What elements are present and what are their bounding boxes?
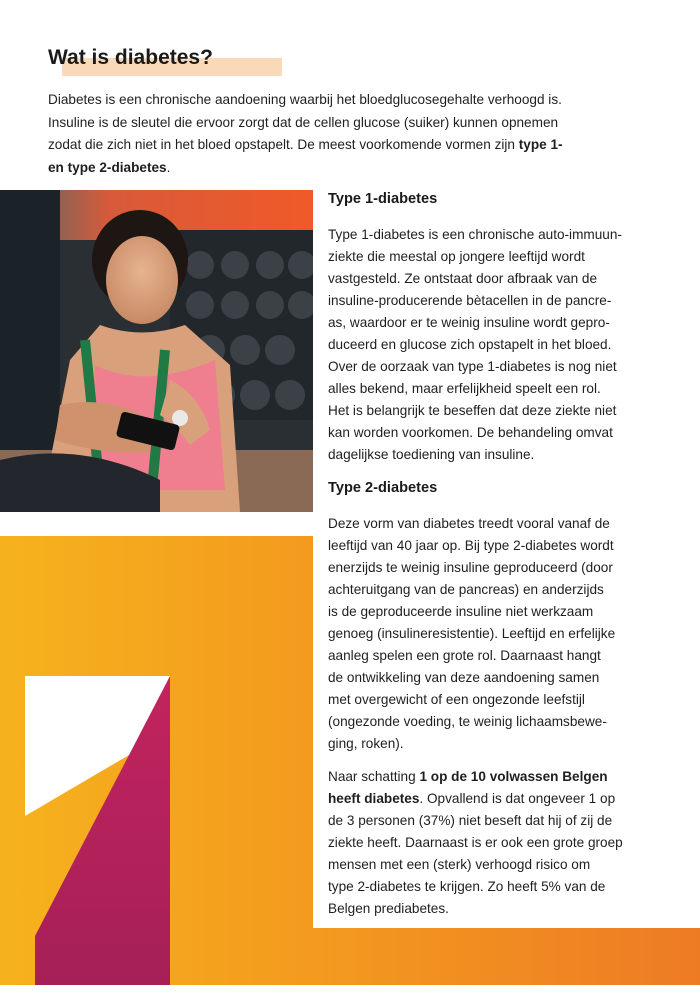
type1-section	[328, 188, 658, 210]
intro-line-end: .	[166, 159, 171, 175]
type2-line: met overgewicht of een ongezonde leefstijl	[328, 692, 585, 707]
type2-line: (ongezonde voeding, te weinig lichaamsbewe-	[328, 714, 607, 729]
intro-bold-term: type 1-	[518, 137, 563, 152]
intro-line: Insuline is de sleutel die ervoor zorgt dat de cellen glucose (suiker) kunnen opnemen	[48, 114, 559, 130]
type2-line: enerzijds te weinig insuline geproduceerd (door	[328, 560, 613, 575]
type1-line: vastgesteld. Ze ontstaat door afbraak van de	[328, 271, 598, 286]
type2-paragraph	[328, 513, 658, 755]
stat-text: . Opvallend is dat ongeveer 1 op	[419, 791, 616, 806]
stat-line: mensen met een (sterk) verhoogd risico om	[328, 857, 591, 872]
type2-line: de ontwikkeling van deze aandoening samen	[328, 670, 600, 685]
type2-line: is de geproduceerde insuline niet werkzaam	[328, 604, 594, 619]
type2-line: ging, roken).	[328, 736, 404, 751]
type1-paragraph	[328, 224, 658, 466]
type1-line: ziekte die meestal op jongere leeftijd wordt	[328, 249, 585, 264]
photo-woman-glucose-sensor	[0, 190, 313, 512]
type1-heading: Type 1-diabetes	[328, 191, 438, 207]
stat-line: type 2-diabetes te krijgen. Zo heeft 5% van de	[328, 879, 606, 894]
type1-line: dagelijkse toediening van insuline.	[328, 447, 535, 462]
statistic-paragraph	[328, 766, 658, 920]
type2-line: leeftijd van 40 jaar op. Bij type 2-diabetes wordt	[328, 538, 614, 553]
intro-bold-term: en type 2-diabetes	[48, 159, 167, 175]
stat-highlight: heeft diabetes	[328, 791, 420, 806]
type2-line: Deze vorm van diabetes treedt vooral vanaf de	[328, 516, 610, 531]
type2-line: achteruitgang van de pancreas) en anderzijds	[328, 582, 604, 597]
intro-paragraph	[48, 89, 628, 179]
type1-line: Over de oorzaak van type 1-diabetes is nog niet	[328, 359, 617, 374]
type2-heading: Type 2-diabetes	[328, 480, 438, 496]
bottom-white-band	[0, 985, 700, 993]
type1-line: Type 1-diabetes is een chronische auto-immuun-	[328, 227, 622, 242]
type2-section	[328, 477, 658, 499]
type2-line: genoeg (insulineresistentie). Leeftijd en erfelijke	[328, 626, 616, 641]
type2-line: aanleg spelen een grote rol. Daarnaast hangt	[328, 648, 601, 663]
stat-text: Naar schatting	[328, 769, 420, 784]
intro-line: zodat die zich niet in het bloed opstapelt. De meest voorkomende vormen zijn	[48, 137, 515, 152]
type1-line: Het is belangrijk te beseffen dat deze ziekte niet	[328, 403, 617, 418]
stat-line: Belgen prediabetes.	[328, 901, 449, 916]
type1-line: insuline-producerende bètacellen in de pancre-	[328, 293, 612, 308]
type1-line: kan worden voorkomen. De behandeling omvat	[328, 425, 613, 440]
stat-highlight: 1 op de 10 volwassen Belgen	[419, 769, 608, 784]
heading-block	[48, 46, 213, 70]
page-title: Wat is diabetes?	[48, 46, 213, 69]
type1-line: alles bekend, maar erfelijkheid speelt een rol.	[328, 381, 601, 396]
stat-line: ziekte heeft. Daarnaast is er ook een grote groep	[328, 835, 623, 850]
type1-line: as, waardoor er te weinig insuline wordt gepro-	[328, 315, 610, 330]
type1-line: duceerd en glucose zich opstapelt in het bloed.	[328, 337, 612, 352]
stat-line: de 3 personen (37%) niet beseft dat hij of zij de	[328, 813, 613, 828]
intro-line: Diabetes is een chronische aandoening waarbij het bloedglucosegehalte verhoogd is.	[48, 92, 562, 107]
